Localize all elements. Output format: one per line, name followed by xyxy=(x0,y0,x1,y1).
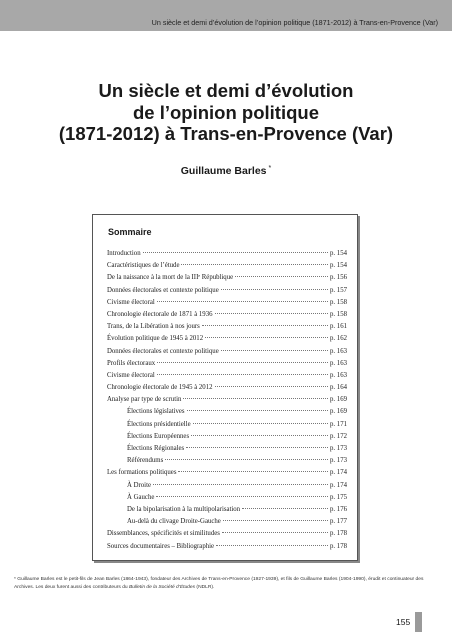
toc-entry-page: p. 174 xyxy=(330,481,347,489)
toc-entry xyxy=(107,323,347,335)
summary-heading: Sommaire xyxy=(108,227,152,237)
toc-entry-label: À Gauche xyxy=(127,493,155,501)
toc-entry xyxy=(107,384,347,396)
toc-entry-page: p. 156 xyxy=(330,274,347,282)
toc-entry-page: p. 176 xyxy=(330,505,347,513)
toc-entry xyxy=(107,299,347,311)
toc-leader-dots xyxy=(221,289,328,290)
toc-entry-page: p. 161 xyxy=(330,323,347,331)
toc-entry-page: p. 163 xyxy=(330,371,347,379)
toc-entry-label: Civisme électoral xyxy=(107,371,155,379)
toc-entry-label: Caractéristiques de l’étude xyxy=(107,262,180,270)
running-head-band xyxy=(0,0,452,31)
author-name: Guillaume Barles xyxy=(180,165,267,177)
toc-leader-dots xyxy=(215,313,328,314)
toc-leader-dots xyxy=(183,398,328,399)
page-number: 155 xyxy=(396,617,411,627)
toc-entry xyxy=(107,482,347,494)
toc-leader-dots xyxy=(181,264,328,265)
toc-entry xyxy=(107,287,347,299)
toc-leader-dots xyxy=(186,447,328,448)
toc-entry xyxy=(107,250,347,262)
toc-entry-label: Trans, de la Libération à nos jours xyxy=(107,323,200,331)
toc-entry-label: Données électorales et contexte politique xyxy=(107,347,219,355)
toc-entry xyxy=(107,518,347,530)
toc-entry-label: De la bipolarisation à la multipolarisation xyxy=(127,505,241,513)
toc-entry xyxy=(107,457,347,469)
footnote xyxy=(14,576,434,592)
toc-entry xyxy=(107,543,347,555)
toc-leader-dots xyxy=(187,410,328,411)
toc-entry-page: p. 158 xyxy=(330,298,347,306)
toc-entry xyxy=(107,274,347,286)
toc-entry xyxy=(107,494,347,506)
toc-entry-page: p. 157 xyxy=(330,286,347,294)
author-footnote-marker: * xyxy=(268,165,272,172)
toc-leader-dots xyxy=(143,252,328,253)
toc-entry-page: p. 154 xyxy=(330,250,347,257)
toc-entry-page: p. 175 xyxy=(330,493,347,501)
toc-entry-page: p. 172 xyxy=(330,432,347,440)
toc-entry xyxy=(107,421,347,433)
toc-leader-dots xyxy=(191,435,328,436)
toc-leader-dots xyxy=(157,301,328,302)
toc-entry-label: Sources documentaires – Bibliographie xyxy=(107,542,215,550)
toc-entry-page: p. 169 xyxy=(330,408,347,416)
toc-leader-dots xyxy=(157,362,328,363)
toc-entry-label: Dissemblances, spécificités et similitudes xyxy=(107,530,220,538)
summary-box xyxy=(92,214,358,561)
toc-entry xyxy=(107,348,347,360)
toc-entry-label: Analyse par type de scrutin xyxy=(107,396,182,404)
toc-entry xyxy=(107,506,347,518)
toc-entry-label: Civisme électoral xyxy=(107,298,155,306)
running-head: Un siècle et demi d’évolution de l’opinion politique (1871-2012) à Trans-en-Provence (Var) xyxy=(151,18,438,27)
toc-entry xyxy=(107,335,347,347)
toc-leader-dots xyxy=(221,350,328,351)
toc-entry-page: p. 154 xyxy=(330,262,347,270)
toc-leader-dots xyxy=(222,532,328,533)
toc-leader-dots xyxy=(235,276,328,277)
toc-entry-label: Élections Régionales xyxy=(127,445,185,452)
page-edge-bar xyxy=(415,612,422,632)
toc-leader-dots xyxy=(153,484,328,485)
toc-entry-page: p. 173 xyxy=(330,457,347,465)
toc-leader-dots xyxy=(202,325,328,326)
toc-entry xyxy=(107,469,347,481)
toc-entry-label: Les formations politiques xyxy=(107,469,177,477)
table-of-contents xyxy=(107,250,347,555)
toc-entry-label: Chronologie électorale de 1945 à 2012 xyxy=(107,384,213,392)
toc-entry xyxy=(107,360,347,372)
toc-entry-page: p. 163 xyxy=(330,347,347,355)
toc-entry-page: p. 171 xyxy=(330,420,347,428)
toc-entry-page: p. 174 xyxy=(330,469,347,477)
toc-entry-page: p. 164 xyxy=(330,384,347,392)
toc-entry-page: p. 177 xyxy=(330,518,347,526)
toc-entry xyxy=(107,445,347,457)
toc-leader-dots xyxy=(178,471,328,472)
title-line-1: Un siècle et demi d’évolution xyxy=(98,80,354,101)
toc-entry xyxy=(107,408,347,420)
toc-entry-label: Au-delà du clivage Droite-Gauche xyxy=(127,518,221,526)
title-line-3: (1871-2012) à Trans-en-Provence (Var) xyxy=(58,123,394,144)
toc-entry-label: À Droite xyxy=(127,481,151,489)
toc-entry-label: Évolution politique de 1945 à 2012 xyxy=(107,335,204,343)
toc-entry-page: p. 173 xyxy=(330,445,347,452)
toc-entry-page: p. 169 xyxy=(330,396,347,404)
author-line xyxy=(0,165,452,177)
toc-leader-dots xyxy=(193,423,328,424)
toc-entry-label: Chronologie électorale de 1871 à 1936 xyxy=(107,310,213,318)
toc-leader-dots xyxy=(205,337,328,338)
toc-leader-dots xyxy=(165,459,328,460)
toc-entry-page: p. 163 xyxy=(330,359,347,367)
toc-entry-page: p. 178 xyxy=(330,542,347,550)
toc-leader-dots xyxy=(242,508,328,509)
toc-entry-label: Introduction xyxy=(107,250,141,257)
toc-entry-label: Élections présidentielle xyxy=(127,420,191,428)
toc-entry xyxy=(107,311,347,323)
toc-leader-dots xyxy=(223,520,328,521)
toc-entry-page: p. 178 xyxy=(330,530,347,538)
footnote-text: * Guillaume Barles est le petit-fils de Jean Barles (1864-1943), fondateur des Archives de Trans-en-Provence (1927-1939), et fils de Guillaume Barles (1904-1990), érudit et continuateur des Archives. Les deux furent aussi des contributeurs du xyxy=(14,577,424,590)
toc-entry-label: Profils électoraux xyxy=(107,359,156,367)
toc-entry xyxy=(107,372,347,384)
toc-entry xyxy=(107,530,347,542)
toc-entry-label: Élections Européennes xyxy=(127,432,190,440)
toc-leader-dots xyxy=(215,386,328,387)
toc-entry-page: p. 162 xyxy=(330,335,347,343)
toc-leader-dots xyxy=(157,374,328,375)
article-title xyxy=(0,80,452,145)
toc-entry-label: Données électorales et contexte politique xyxy=(107,286,219,294)
footnote-text-end: (NDLR). xyxy=(195,585,215,590)
toc-leader-dots xyxy=(156,496,328,497)
toc-entry xyxy=(107,433,347,445)
footnote-italic: Bulletin de la Société d’Études xyxy=(129,585,196,590)
title-line-2: de l’opinion politique xyxy=(132,101,319,123)
toc-entry-label: De la naissance à la mort de la IIIᵉ République xyxy=(107,274,234,282)
toc-entry-label: Référendums xyxy=(127,457,164,465)
toc-entry-page: p. 158 xyxy=(330,310,347,318)
toc-entry xyxy=(107,262,347,274)
toc-leader-dots xyxy=(216,545,328,546)
toc-entry-label: Élections législatives xyxy=(127,408,185,416)
toc-entry xyxy=(107,396,347,408)
